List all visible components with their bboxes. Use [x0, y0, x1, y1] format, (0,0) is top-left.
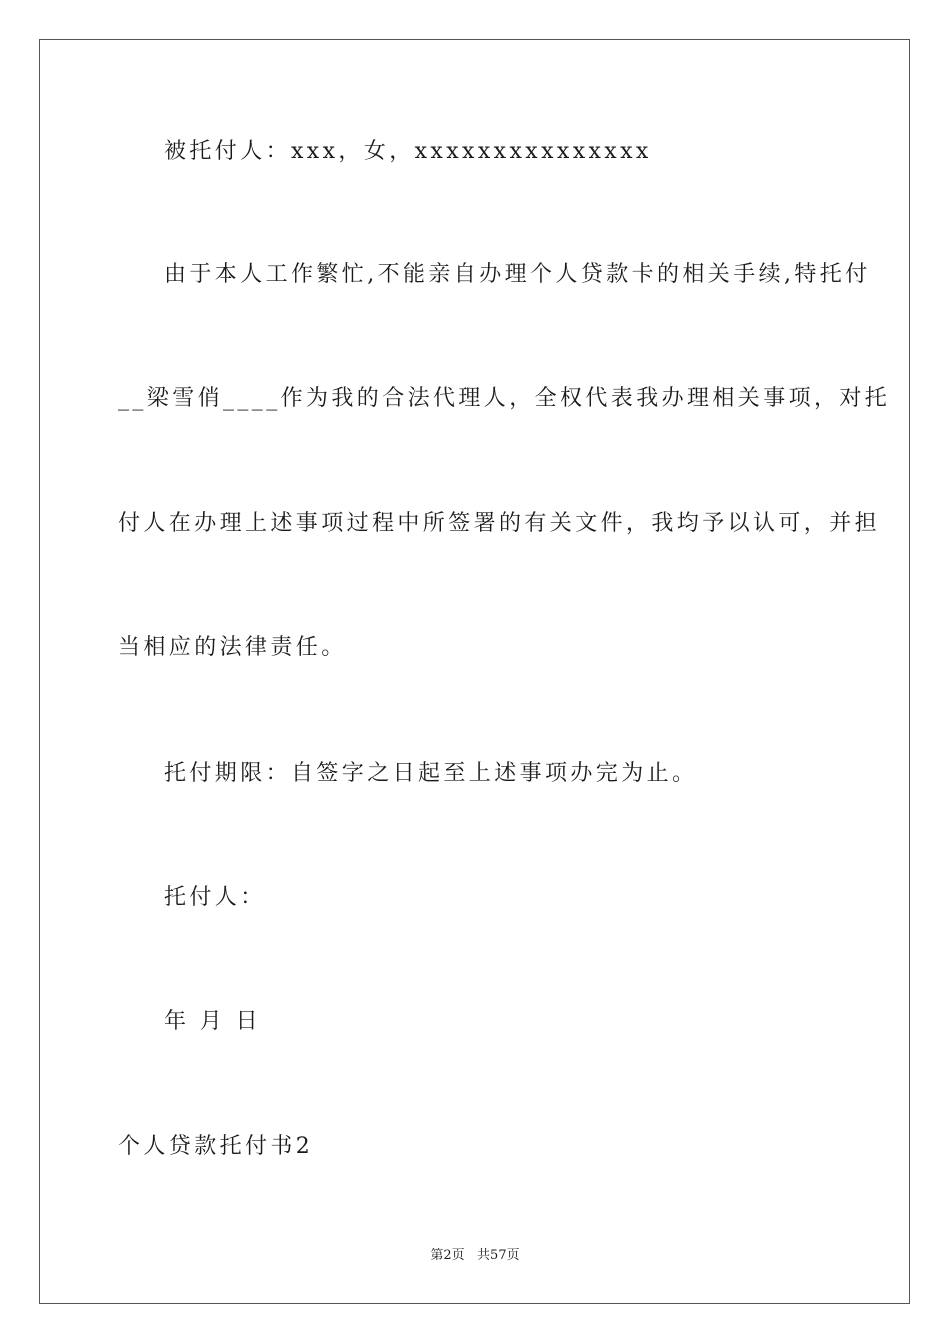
entruster-signature-line: 托付人： — [164, 885, 266, 910]
entrust-period-line: 托付期限：自签字之日起至上述事项办完为止。 — [164, 761, 698, 786]
body-paragraph-line-4: 当相应的法律责任。 — [118, 635, 347, 660]
entrustee-line: 被托付人：xxx，女，xxxxxxxxxxxxxxx — [164, 139, 652, 164]
body-paragraph-line-1: 由于本人工作繁忙,不能亲自办理个人贷款卡的相关手续,特托付 — [164, 262, 871, 287]
page-border — [39, 39, 910, 1304]
page-number-footer: 第2页 共57页 — [430, 1248, 520, 1263]
section-heading: 个人贷款托付书2 — [118, 1134, 314, 1159]
body-paragraph-line-3: 付人在办理上述事项过程中所签署的有关文件，我均予以认可，并担 — [118, 511, 881, 536]
body-paragraph-line-2: __梁雪俏____作为我的合法代理人，全权代表我办理相关事项，对托 — [118, 386, 891, 411]
date-line: 年 月 日 — [164, 1009, 261, 1034]
